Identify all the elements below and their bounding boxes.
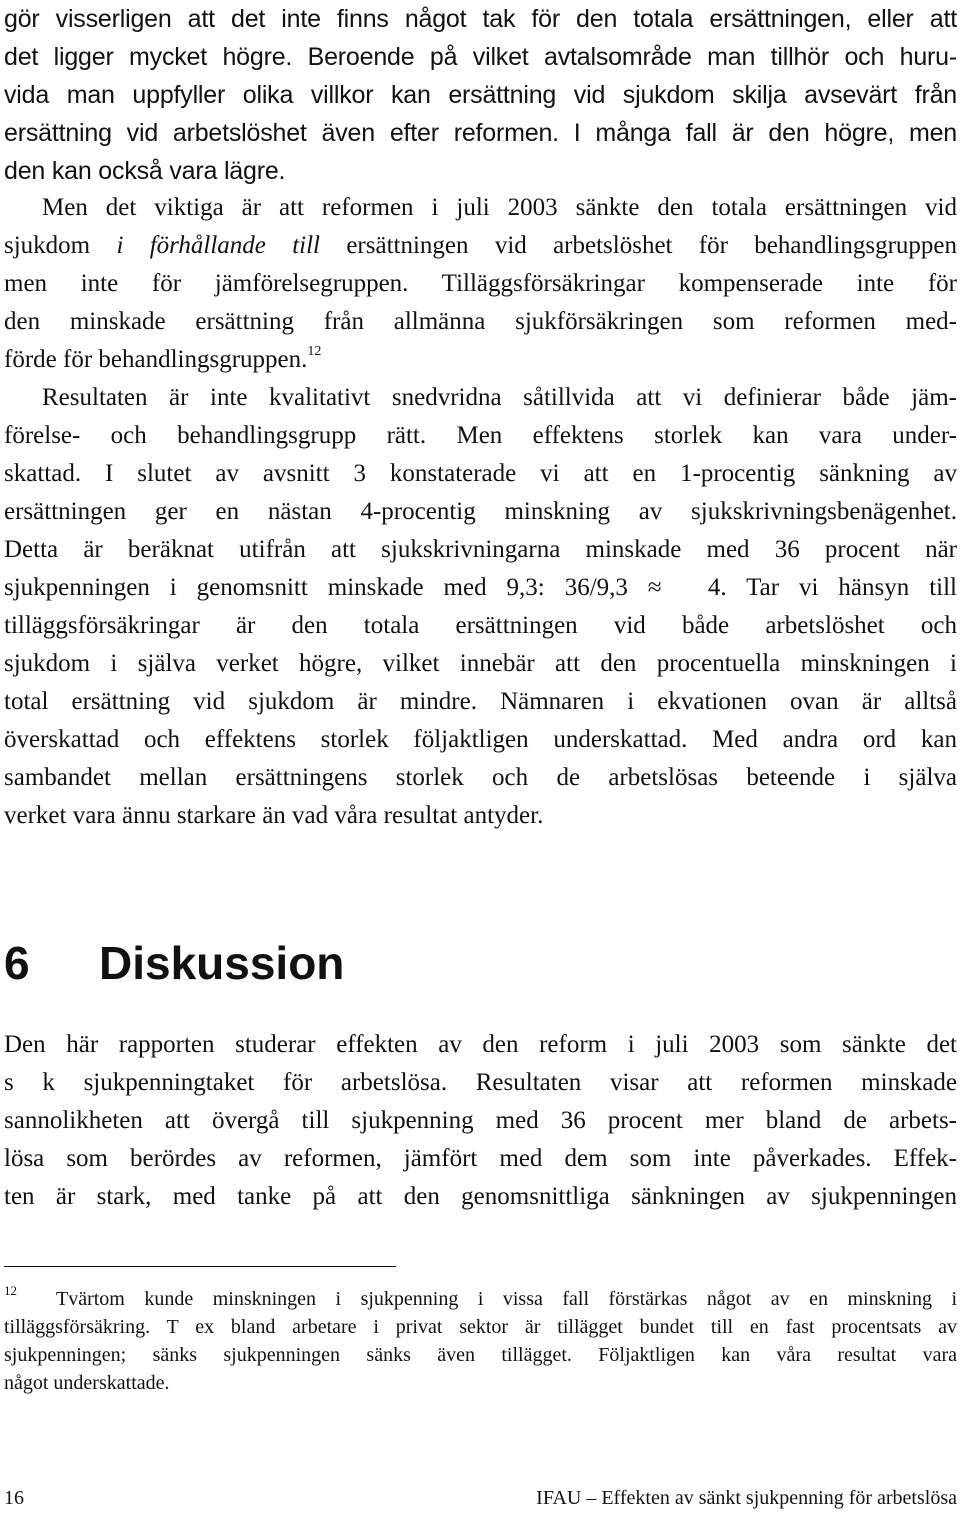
body-text-line: ten är stark, med tanke på att den genomsnittliga sänkningen av sjukpenningen [4, 1183, 957, 1210]
body-text-line: skattad. I slutet av avsnitt 3 konstaterade vi att en 1-procentig sänkning av [4, 460, 957, 487]
footnote-line: något underskattade. [4, 1372, 170, 1394]
footnote-number: 12 [4, 1283, 17, 1298]
body-text-line: Men det viktiga är att reformen i juli 2003 sänkte den totala ersättningen vid [42, 194, 957, 221]
footnote-reference[interactable]: 12 [307, 344, 322, 359]
body-text-line: s k sjukpenningtaket för arbetslösa. Resultaten visar att reformen minskade [4, 1069, 957, 1096]
footnote-line: tilläggsförsäkring. T ex bland arbetare i privat sektor är tillägget bundet till en fast procentsats av [4, 1316, 957, 1338]
body-text-line: ersättning vid arbetslöshet även efter reformen. I många fall är den högre, men [4, 119, 957, 147]
footnote-line [4, 1285, 957, 1315]
body-text-line: Detta är beräknat utifrån att sjukskrivningarna minskade med 36 procent när [4, 536, 957, 563]
text-span: Tvärtom kunde minskningen i sjukpenning i vissa fall förstärkas något av en minskning i [55, 1288, 958, 1310]
body-text-line: förelse- och behandlingsgrupp rätt. Men effektens storlek kan vara under- [4, 422, 957, 449]
body-text-line [4, 231, 957, 261]
body-text-line: men inte för jämförelsegruppen. Tilläggsförsäkringar kompenserade inte för [4, 270, 957, 297]
running-title: IFAU – Effekten av sänkt sjukpenning för arbetslösa [536, 1487, 957, 1509]
footnote-divider [4, 1266, 396, 1267]
body-text-line [4, 345, 957, 379]
section-heading [4, 935, 344, 991]
body-text-line [4, 573, 957, 603]
body-text-line: Resultaten är inte kvalitativt snedvridna såtillvida att vi definierar både jäm- [42, 384, 957, 411]
section-number: 6 [4, 937, 30, 989]
body-text-line: lösa som berördes av reformen, jämfört med dem som inte påverkades. Effek- [4, 1145, 957, 1172]
body-text-line: sambandet mellan ersättningens storlek och de arbetslösas beteende i själva [4, 764, 957, 791]
page-number: 16 [4, 1487, 24, 1509]
page-footer [4, 1485, 957, 1511]
body-text-line: överskattad och effektens storlek följaktligen underskattad. Med andra ord kan [4, 726, 957, 753]
body-text-line: den minskade ersättning från allmänna sjukförsäkringen som reformen med- [4, 308, 957, 335]
body-text-line: det ligger mycket högre. Beroende på vilket avtalsområde man tillhör och huru- [4, 43, 957, 71]
body-text-line: Den här rapporten studerar effekten av den reform i juli 2003 som sänkte det [4, 1031, 957, 1058]
text-span: sjukpenningen i genomsnitt minskade med 9,3: 36/9,3 [4, 574, 628, 601]
text-span: förde för behandlingsgruppen. [4, 346, 308, 373]
body-text-line: sjukdom i själva verket högre, vilket innebär att den procentuella minskningen i [4, 650, 957, 677]
body-text-line: tilläggsförsäkringar är den totala ersättningen vid både arbetslöshet och [4, 612, 957, 639]
body-text-line: gör visserligen att det inte finns något tak för den totala ersättningen, eller att [4, 5, 957, 33]
body-text-line: total ersättning vid sjukdom är mindre. Nämnaren i ekvationen ovan är alltså [4, 688, 957, 715]
italic-phrase: i förhållande till [116, 232, 321, 259]
body-text-line: verket vara ännu starkare än vad våra resultat antyder. [4, 802, 544, 829]
body-text-line: sannolikheten att övergå till sjukpenning med 36 procent mer bland de arbets- [4, 1107, 957, 1134]
footnote-line: sjukpenningen; sänks sjukpenningen sänks även tillägget. Följaktligen kan våra resultat vara [4, 1344, 957, 1366]
approx-symbol: ≈ [647, 574, 662, 601]
text-span: 4. Tar vi hänsyn till [707, 574, 957, 601]
text-span: sjukdom [4, 232, 117, 259]
body-text-line: ersättningen ger en nästan 4-procentig minskning av sjukskrivningsbenägenhet. [4, 498, 957, 525]
body-text-line: vida man uppfyller olika villkor kan ersättning vid sjukdom skilja avsevärt från [4, 81, 957, 109]
section-title: Diskussion [99, 937, 345, 989]
body-text-line: den kan också vara lägre. [4, 157, 286, 185]
text-span: ersättningen vid arbetslöshet för behandlingsgruppen [320, 232, 957, 259]
